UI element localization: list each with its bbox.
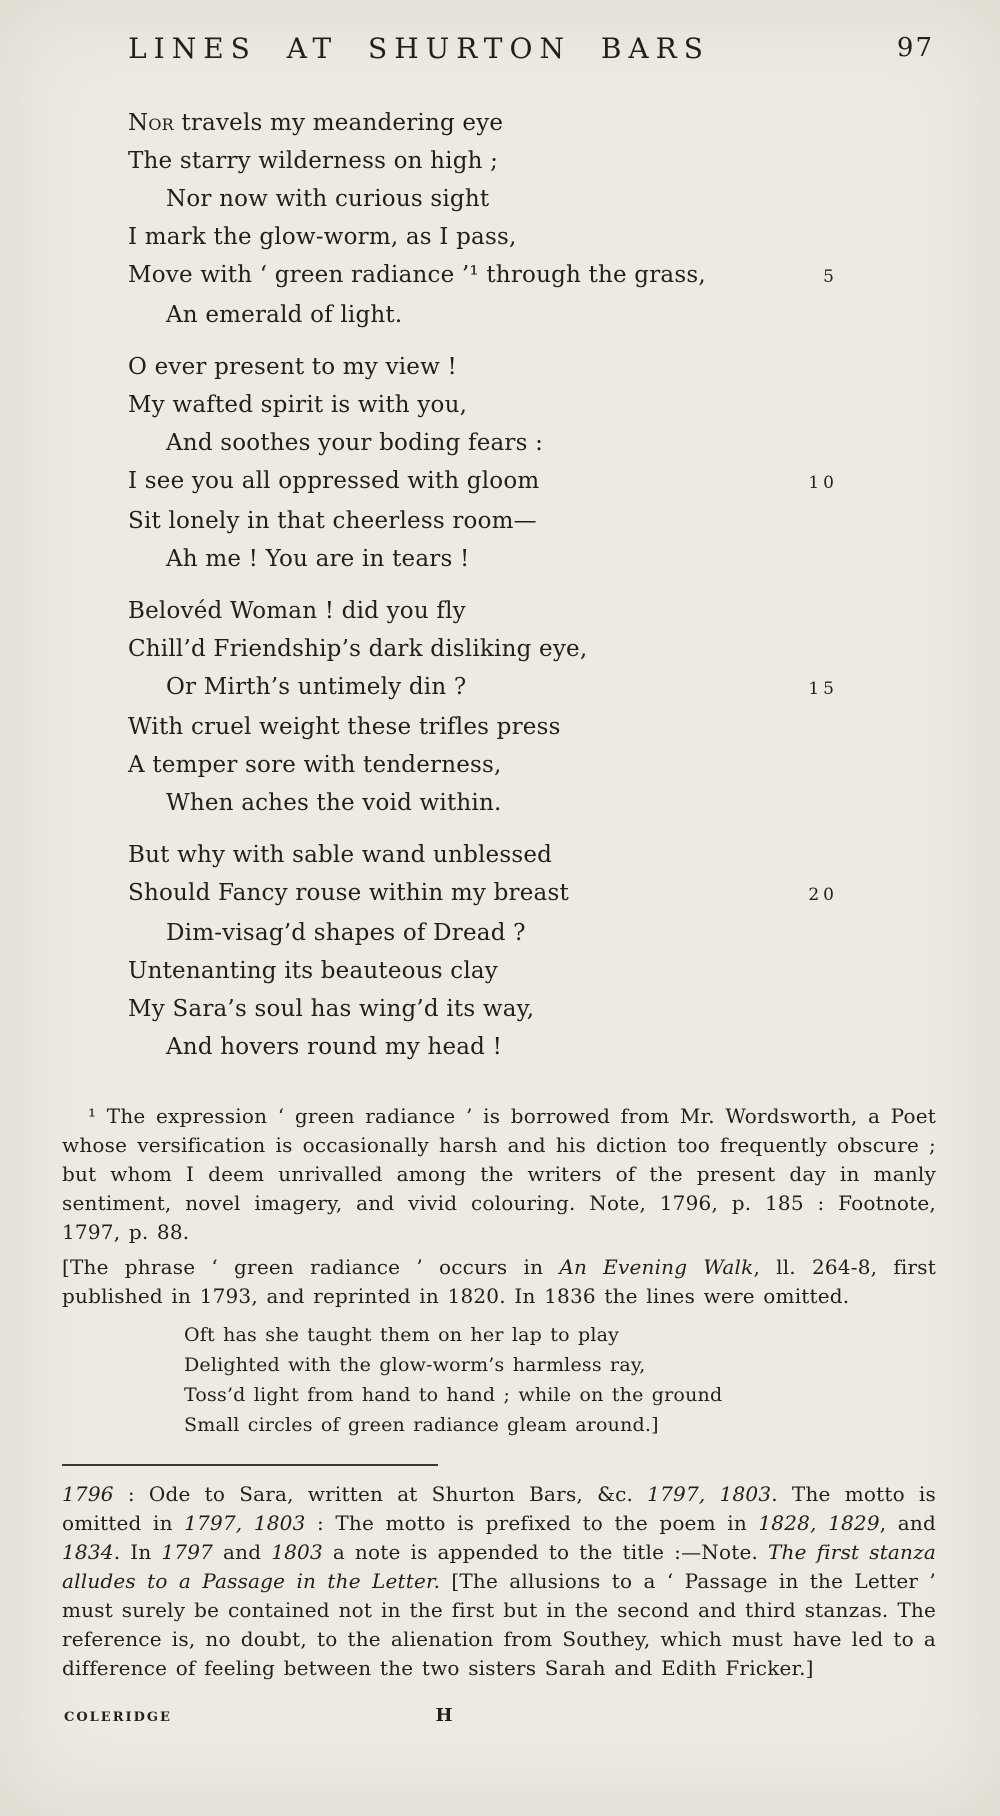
poem-line [128,708,840,746]
poem-line [128,746,840,784]
italic-text-segment: 1797, 1803 [647,1482,772,1506]
poem-line [128,104,840,142]
poem-line [128,386,840,424]
poem-line [128,218,840,256]
poem-line-text: I mark the glow-worm, as I pass, [128,224,517,250]
poem-line [128,424,840,462]
text-segment: , and [879,1511,937,1535]
poem-line-text: Sit lonely in that cheerless room— [128,508,537,534]
poem-line [128,540,840,578]
quoted-verse-line: Toss’d light from hand to hand ; while on the ground [184,1384,723,1406]
poem-line [128,502,840,540]
italic-text-segment: An Evening Walk [559,1255,754,1279]
apparatus-divider [62,1464,438,1466]
italic-text-segment: The first stanza alludes to a Passage in the Letter. [62,1540,936,1593]
stanza [128,836,840,1066]
poem-line-text: Or Mirth’s untimely din ? [166,674,467,700]
poem-line-text: Move with ‘ green radiance ’¹ through the grass, [128,262,706,288]
text-segment: : Ode to Sara, written at Shurton Bars, &c. [113,1482,648,1506]
poem-line [128,874,840,914]
quoted-verse [184,1320,936,1440]
poem-line [128,348,840,386]
poem-line [128,1028,840,1066]
text-segment: , ll. 264-8, first published in 1793, and reprinted in 1820. In 1836 the lines were omitted. [62,1255,936,1308]
italic-text-segment: 1796 [62,1482,114,1506]
poem-line-text: And hovers round my head ! [166,1034,503,1060]
poem-line [128,142,840,180]
poem-line [128,784,840,822]
poem-line [128,180,840,218]
poem-line-text: Belovéd Woman ! did you fly [128,598,466,624]
text-segment: . The motto is omitted in [62,1482,936,1535]
poem-line-text: My wafted spirit is with you, [128,392,468,418]
gathering-mark: H [435,1705,453,1726]
line-number: 10 [808,473,838,493]
page-title: LINES AT SHURTON BARS [128,32,710,65]
poem-line-text: I see you all oppressed with gloom [128,468,540,494]
text-segment: [The allusions to a ‘ Passage in the Letter ’ must surely be contained not in the first but in the second and third stanzas. The reference is, no doubt, to the alienation from Southey, which must have led to a difference of feeling between the two sisters Sarah and Edith Fricker.] [62,1569,936,1680]
poem-line-text: But why with sable wand unblessed [128,842,553,868]
poem-line-text: A temper sore with tenderness, [128,752,502,778]
critical-apparatus [62,1480,936,1683]
line-number: 5 [823,267,838,287]
poem-line [128,668,840,708]
poem-line [128,914,840,952]
poem-line-text: An emerald of light. [166,302,403,328]
poem-line-text: And soothes your boding fears : [166,430,544,456]
poem-line-text: With cruel weight these trifles press [128,714,561,740]
poem-line-text: The starry wilderness on high ; [128,148,499,174]
poem-line-text: Should Fancy rouse within my breast [128,880,569,906]
small-caps-lead: Nor [128,110,174,136]
poem-line [128,592,840,630]
poem-line [128,462,840,502]
line-number: 15 [808,679,838,699]
poem-line-text: Untenanting its beauteous clay [128,958,498,984]
italic-text-segment: 1797 [161,1540,214,1564]
poem-line-text: Chill’d Friendship’s dark disliking eye, [128,636,588,662]
poem-line-text: My Sara’s soul has wing’d its way, [128,996,535,1022]
poem-line-text: O ever present to my view ! [128,354,457,380]
footnote-editorial-note [62,1253,936,1311]
text-segment: : The motto is prefixed to the poem in [305,1511,759,1535]
text-segment: . In [113,1540,162,1564]
poem-line-text: Nor travels my meandering eye [128,110,504,136]
poem-line-text: Ah me ! You are in tears ! [166,546,470,572]
poem-line [128,630,840,668]
poem-line [128,990,840,1028]
poem-line [128,952,840,990]
quoted-verse-line: Delighted with the glow-worm’s harmless ray, [184,1354,646,1376]
italic-text-segment: 1828, 1829 [758,1511,880,1535]
poem-line [128,256,840,296]
stanza [128,104,840,334]
stanza [128,592,840,822]
text-segment: and [213,1540,272,1564]
poem [128,104,840,1066]
poem-line-text: Dim-visag’d shapes of Dread ? [166,920,526,946]
line-number: 20 [808,885,838,905]
quoted-verse-line: Oft has she taught them on her lap to play [184,1324,620,1346]
poem-line [128,836,840,874]
italic-text-segment: 1803 [271,1540,323,1564]
footnote-1: ¹ The expression ‘ green radiance ’ is borrowed from Mr. Wordsworth, a Poet whose versification is occasionally harsh and his diction too frequently obscure ; but whom I deem unrivalled among the writers of the present day in manly sentiment, novel imagery, and vivid colouring. Note, 1796, p. 185 : Footnote, 1797, p. 88. [62,1104,936,1244]
poem-line-text: When aches the void within. [166,790,502,816]
text-segment: a note is appended to the title :—Note. [322,1540,768,1564]
italic-text-segment: 1834 [62,1540,114,1564]
quoted-verse-line: Small circles of green radiance gleam around.] [184,1414,659,1436]
page-number: 97 [896,33,934,63]
poem-line-text: Nor now with curious sight [166,186,490,212]
printer-signature: COLERIDGE [64,1710,172,1725]
stanza [128,348,840,578]
poem-line [128,296,840,334]
footnotes-section [62,1102,936,1440]
italic-text-segment: 1797, 1803 [184,1511,306,1535]
page-footer [62,1705,936,1731]
text-segment: [The phrase ‘ green radiance ’ occurs in [62,1255,560,1279]
page-header [62,30,936,78]
